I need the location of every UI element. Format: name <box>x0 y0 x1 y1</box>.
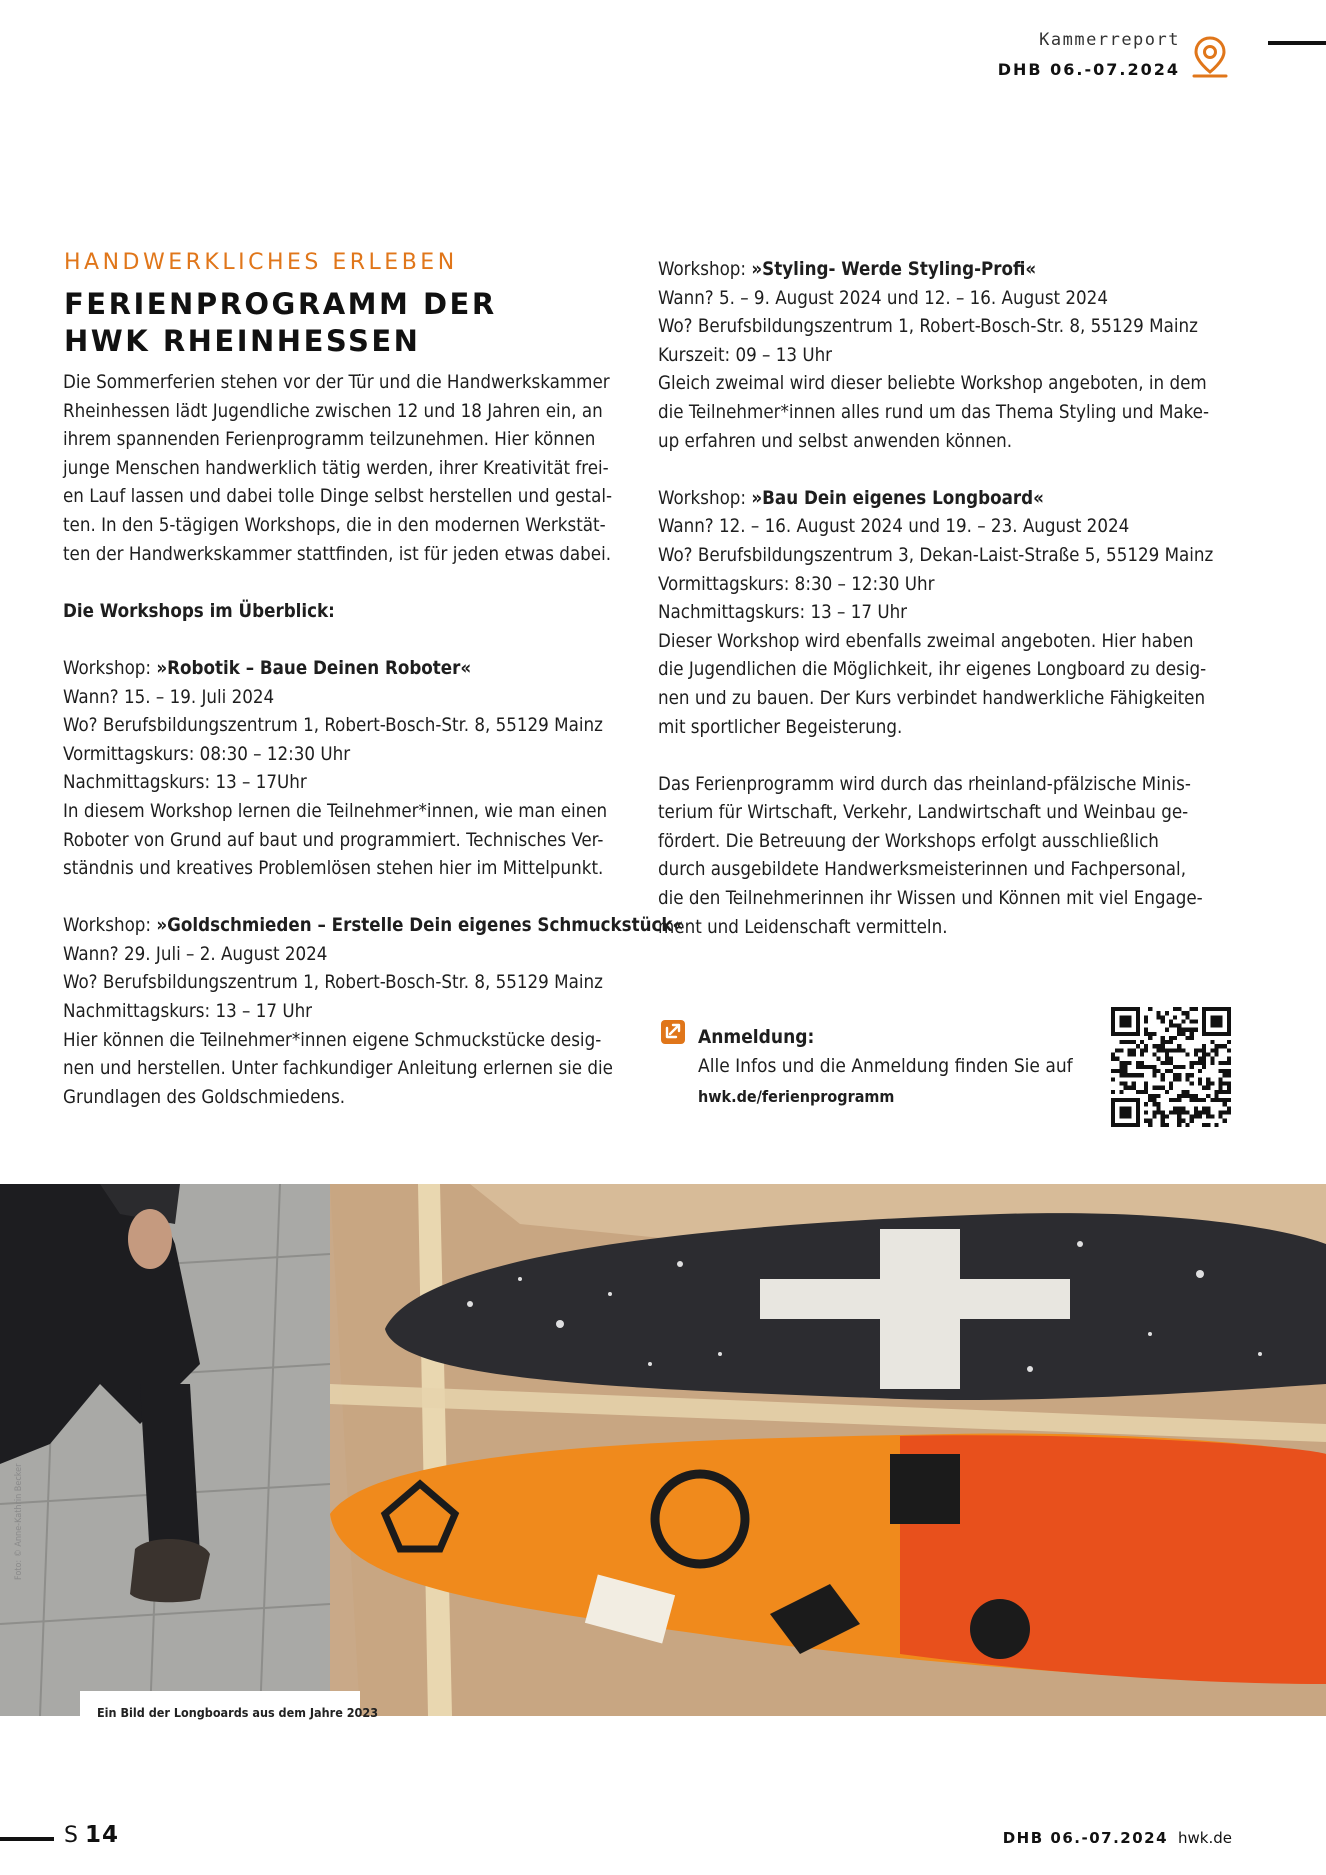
workshop-description: mit sportlicher Begeisterung. <box>658 716 903 738</box>
workshop-description: Dieser Workshop wird ebenfalls zweimal angeboten. Hier haben <box>658 630 1194 652</box>
article-kicker: HANDWERKLICHES ERLEBEN <box>64 250 458 275</box>
workshop-detail: Wann? 12. – 16. August 2024 und 19. – 23. August 2024 <box>658 516 1130 538</box>
header-rule <box>1268 41 1326 45</box>
page-number: S 14 <box>64 1822 119 1848</box>
workshop-description: die Jugendlichen die Möglichkeit, ihr eigenes Longboard zu desig- <box>658 659 1207 681</box>
article-column-left <box>63 369 684 1112</box>
footer-site[interactable]: hwk.de <box>1178 1829 1232 1847</box>
closing-line: durch ausgebildete Handwerksmeisterinnen und Fachpersonal, <box>658 859 1187 881</box>
location-pin-icon <box>1188 34 1232 80</box>
workshop-title-styling: Workshop: »Styling- Werde Styling-Profi« <box>658 259 1037 280</box>
workshop-description: up erfahren und selbst anwenden können. <box>658 430 1013 452</box>
registration-link[interactable]: hwk.de/ferienprogramm <box>698 1087 895 1106</box>
workshop-detail: Vormittagskurs: 8:30 – 12:30 Uhr <box>658 573 935 595</box>
intro-line: ten. In den 5-tägigen Workshops, die in den modernen Werkstät- <box>63 514 606 536</box>
workshop-detail: Wann? 5. – 9. August 2024 und 12. – 16. August 2024 <box>658 287 1108 309</box>
footer-issue: DHB 06.-07.2024 hwk.de <box>1002 1829 1232 1847</box>
longboards-photo <box>0 1184 1326 1716</box>
workshop-detail: Vormittagskurs: 08:30 – 12:30 Uhr <box>63 743 351 765</box>
intro-line: Rheinhessen lädt Jugendliche zwischen 12 und 18 Jahren ein, an <box>63 400 603 422</box>
workshop-detail: Nachmittagskurs: 13 – 17 Uhr <box>63 1001 313 1023</box>
footer-rule <box>0 1837 54 1841</box>
intro-line: ihrem spannenden Ferienprogramm teilzunehmen. Hier können <box>63 429 596 451</box>
workshop-title-longboard: Workshop: »Bau Dein eigenes Longboard« <box>658 487 1044 509</box>
intro-line: ten der Handwerkskammer stattfinden, ist für jeden etwas dabei. <box>63 543 612 565</box>
qr-code[interactable] <box>1111 1007 1231 1127</box>
workshop-description: die Teilnehmer*innen alles rund um das Thema Styling und Make- <box>658 401 1209 423</box>
photo-caption: Ein Bild der Longboards aus dem Jahre 2023 <box>97 1705 379 1720</box>
workshop-detail: Wann? 29. Juli – 2. August 2024 <box>63 943 328 965</box>
workshop-description: Gleich zweimal wird dieser beliebte Workshop angeboten, in dem <box>658 373 1207 395</box>
headline-line: HWK RHEINHESSEN <box>64 324 421 358</box>
issue-label: DHB 06.-07.2024 <box>997 60 1180 79</box>
photo-credit: Foto: © Anne-Kathrin Becker <box>14 1463 24 1580</box>
workshop-description: nen und zu bauen. Der Kurs verbindet handwerkliche Fähigkeiten <box>658 687 1206 709</box>
closing-line: ment und Leidenschaft vermitteln. <box>658 916 948 938</box>
workshop-detail: Wo? Berufsbildungszentrum 1, Robert-Bosch-Str. 8, 55129 Mainz <box>63 715 603 737</box>
article-column-right <box>658 256 1238 942</box>
overview-heading: Die Workshops im Überblick: <box>63 600 335 622</box>
workshop-detail: Kurszeit: 09 – 13 Uhr <box>658 344 833 366</box>
closing-line: Das Ferienprogramm wird durch das rheinland-pfälzische Minis- <box>658 773 1191 795</box>
workshop-description: Roboter von Grund auf baut und programmiert. Technisches Ver- <box>63 829 604 851</box>
workshop-description: Hier können die Teilnehmer*innen eigene Schmuckstücke desig- <box>63 1029 602 1051</box>
article-headline <box>64 286 497 360</box>
workshop-title-robotik: Workshop: »Robotik – Baue Deinen Roboter« <box>63 657 472 679</box>
workshop-detail: Wo? Berufsbildungszentrum 1, Robert-Bosch-Str. 8, 55129 Mainz <box>658 316 1198 338</box>
intro-line: Die Sommerferien stehen vor der Tür und die Handwerkskammer <box>63 372 610 393</box>
intro-line: junge Menschen handwerklich tätig werden, ihrer Kreativität frei- <box>63 457 609 479</box>
workshop-description: Grundlagen des Goldschmiedens. <box>63 1086 346 1108</box>
closing-line: fördert. Die Betreuung der Workshops erfolgt ausschließlich <box>658 830 1159 852</box>
headline-line: FERIENPROGRAMM DER <box>64 287 497 321</box>
workshop-detail: Nachmittagskurs: 13 – 17Uhr <box>63 772 307 794</box>
section-label: Kammerreport <box>1039 30 1180 50</box>
closing-line: terium für Wirtschaft, Verkehr, Landwirtschaft und Weinbau ge- <box>658 802 1189 824</box>
workshop-description: nen und herstellen. Unter fachkundiger Anleitung erlernen sie die <box>63 1058 613 1080</box>
workshop-detail: Wo? Berufsbildungszentrum 1, Robert-Bosch-Str. 8, 55129 Mainz <box>63 972 603 994</box>
workshop-description: ständnis und kreatives Problemlösen stehen hier im Mittelpunkt. <box>63 858 604 880</box>
workshop-description: In diesem Workshop lernen die Teilnehmer*innen, wie man einen <box>63 800 608 822</box>
closing-line: die den Teilnehmerinnen ihr Wissen und Können mit viel Engage- <box>658 888 1203 910</box>
arrow-link-icon <box>661 1020 685 1044</box>
workshop-detail: Wann? 15. – 19. Juli 2024 <box>63 686 275 708</box>
registration-text: Alle Infos und die Anmeldung finden Sie auf <box>698 1055 1073 1077</box>
workshop-title-goldschmieden: Workshop: »Goldschmieden – Erstelle Dein eigenes Schmuckstück« <box>63 915 684 937</box>
registration-title: Anmeldung: <box>698 1026 815 1048</box>
workshop-detail: Wo? Berufsbildungszentrum 3, Dekan-Laist-Straße 5, 55129 Mainz <box>658 544 1214 566</box>
workshop-detail: Nachmittagskurs: 13 – 17 Uhr <box>658 602 908 624</box>
intro-line: en Lauf lassen und dabei tolle Dinge selbst herstellen und gestal- <box>63 486 613 508</box>
